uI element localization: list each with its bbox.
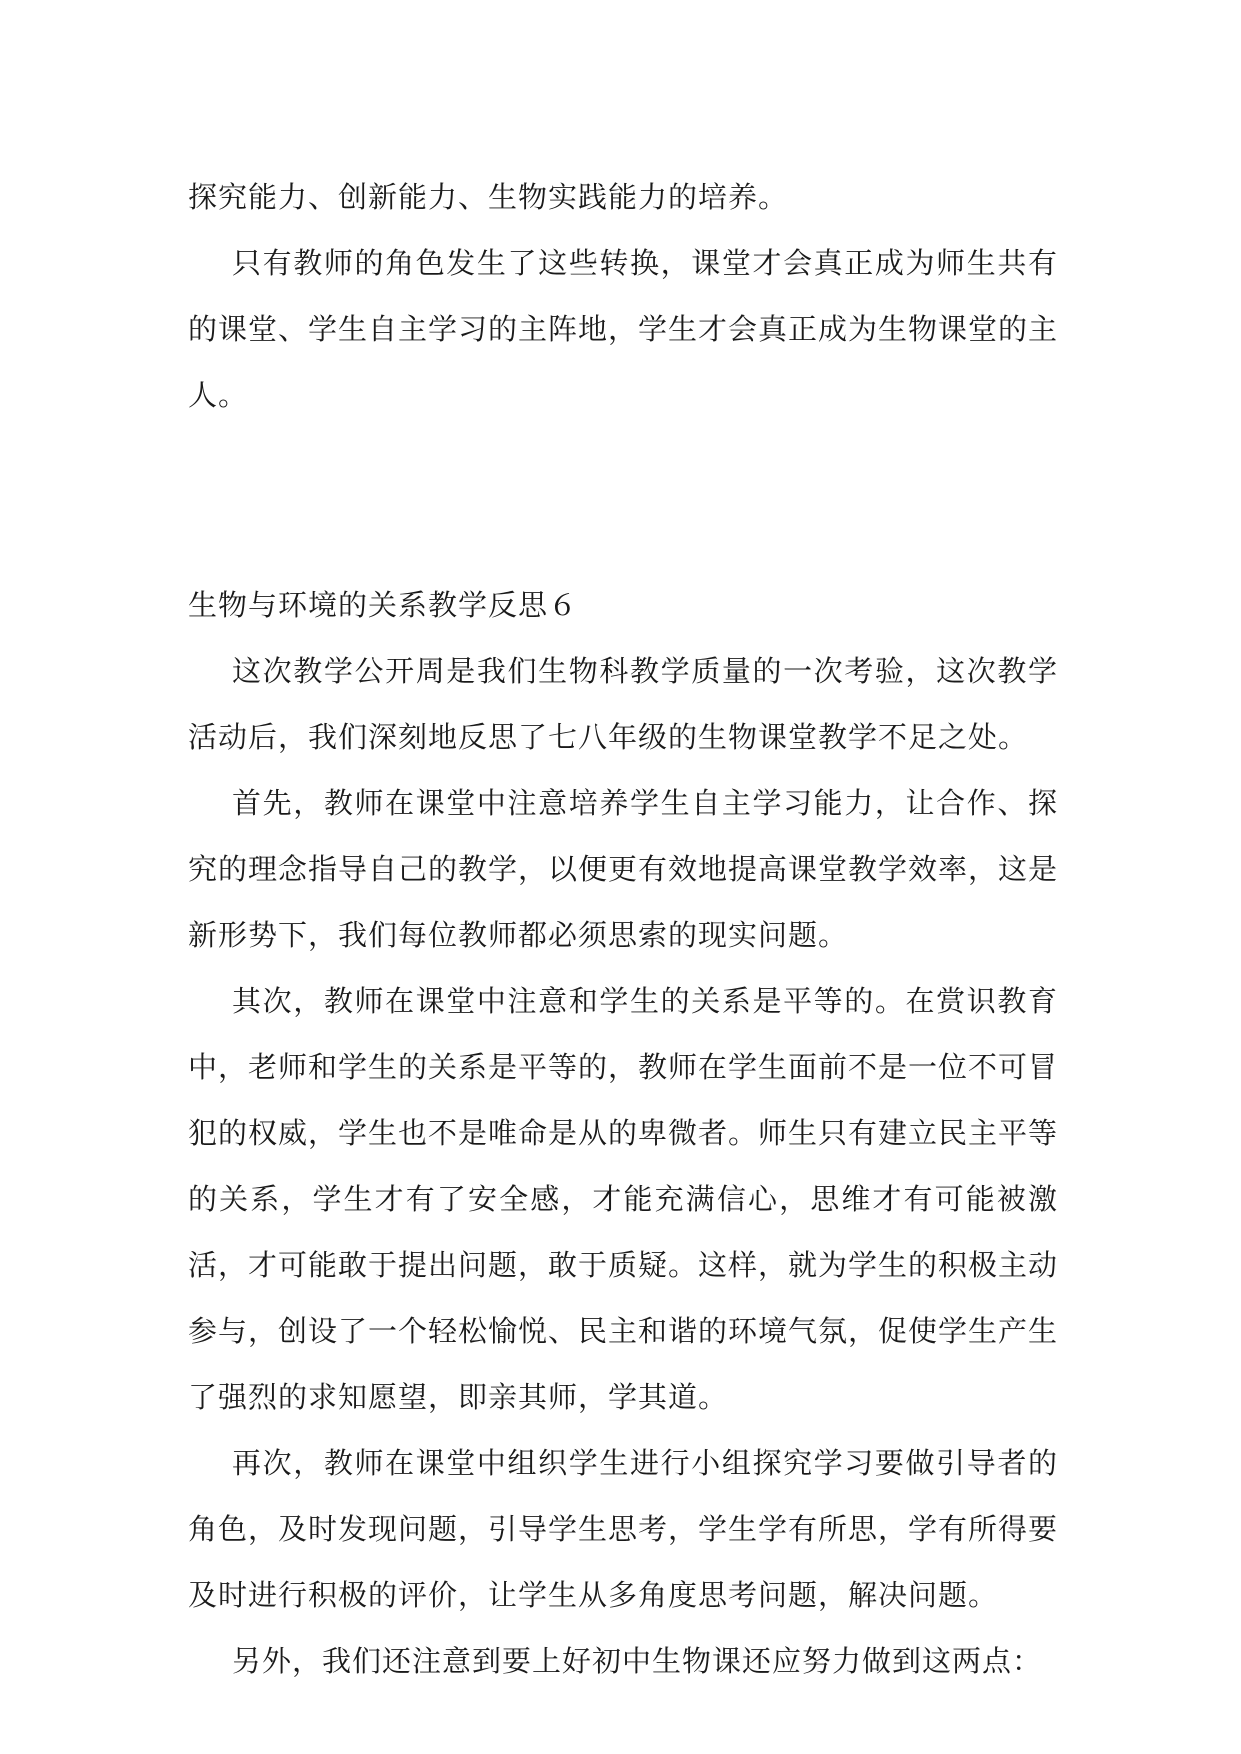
paragraph-3: 其次，教师在课堂中注意和学生的关系是平等的。在赏识教育中，老师和学生的关系是平等的，教师在学生面前不是一位不可冒犯的权威，学生也不是唯命是从的卑微者。师生只有建立民主平等的关系，学生才有了安全感，才能充满信心，思维才有可能被激活，才可能敢于提出问题，敢于质疑。这样，就为学生的积极主动参与，创设了一个轻松愉悦、民主和谐的环境气氛，促使学生产生了强烈的求知愿望，即亲其师，学其道。 <box>188 984 1059 1414</box>
paragraph-continued: 探究能力、创新能力、生物实践能力的培养。 <box>188 180 789 214</box>
document-body <box>188 164 1058 1694</box>
paragraph-2: 首先，教师在课堂中注意培养学生自主学习能力，让合作、探究的理念指导自己的教学，以便更有效地提高课堂教学效率，这是新形势下，我们每位教师都必须思索的现实问题。 <box>188 786 1059 952</box>
paragraph-4: 再次，教师在课堂中组织学生进行小组探究学习要做引导者的角色，及时发现问题，引导学生思考，学生学有所思，学有所得要及时进行积极的评价，让学生从多角度思考问题，解决问题。 <box>188 1446 1059 1612</box>
section-title: 生物与环境的关系教学反思６ <box>188 588 579 622</box>
paragraph-1: 这次教学公开周是我们生物科教学质量的一次考验，这次教学活动后，我们深刻地反思了七八年级的生物课堂教学不足之处。 <box>188 654 1058 754</box>
paragraph-5: 另外，我们还注意到要上好初中生物课还应努力做到这两点： <box>232 1644 1043 1678</box>
section-spacer <box>188 428 1058 572</box>
paragraph-conclusion: 只有教师的角色发生了这些转换，课堂才会真正成为师生共有的课堂、学生自主学习的主阵地，学生才会真正成为生物课堂的主人。 <box>188 246 1059 412</box>
